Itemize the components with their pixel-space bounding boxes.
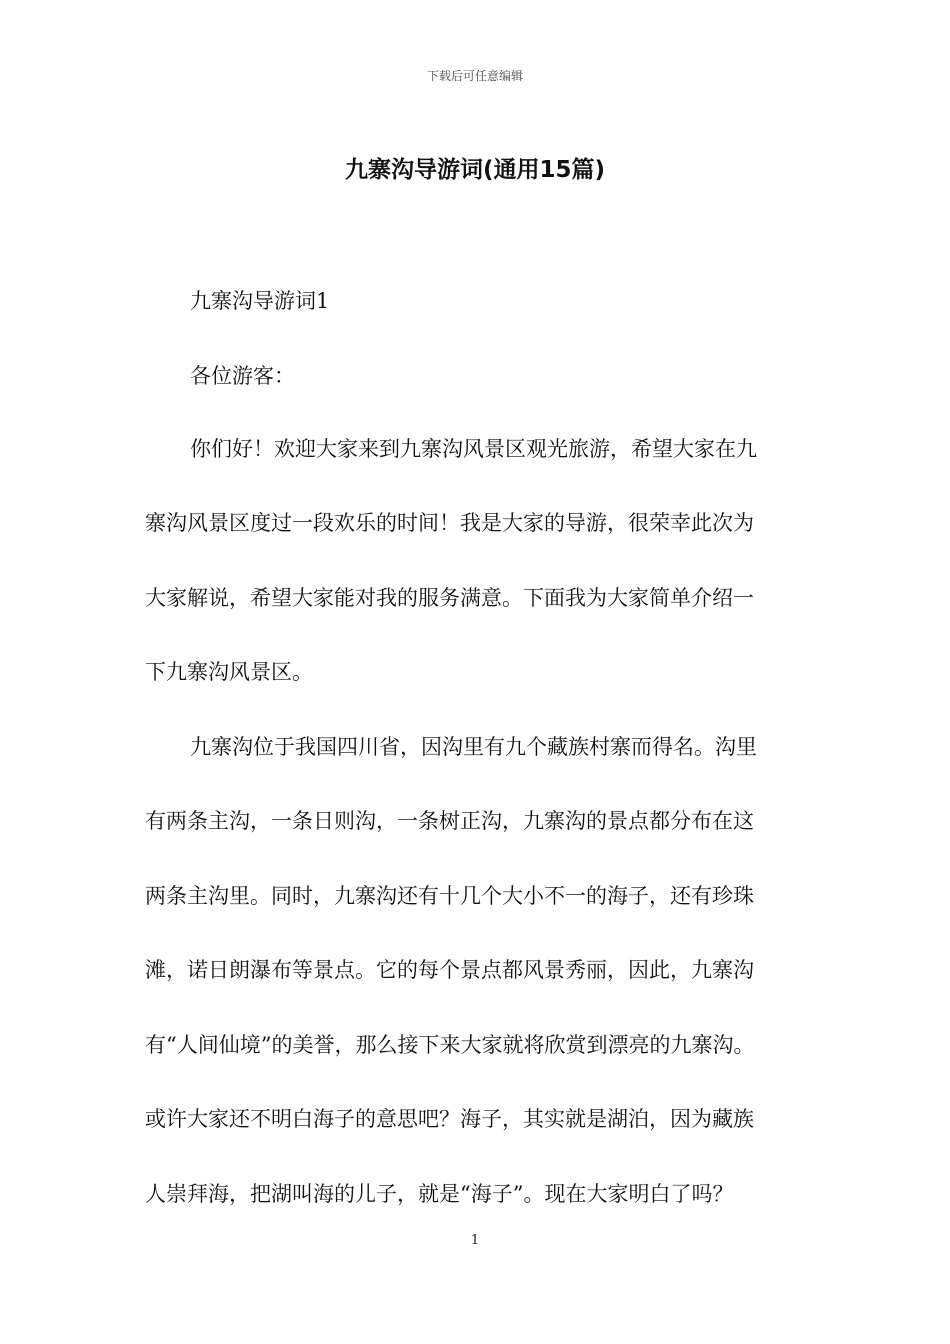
- paragraph-line: 人崇拜海，把湖叫海的儿子，就是“海子”。现在大家明白了吗？: [145, 1182, 734, 1206]
- paragraph-line: 九寨沟位于我国四川省，因沟里有九个藏族村寨而得名。沟里: [190, 735, 757, 759]
- paragraph-line: 大家解说，希望大家能对我的服务满意。下面我为大家简单介绍一: [145, 586, 754, 610]
- paragraph-line: 或许大家还不明白海子的意思吧？海子，其实就是湖泊，因为藏族: [145, 1107, 754, 1131]
- paragraph-line: 滩，诺日朗瀑布等景点。它的每个景点都风景秀丽，因此，九寨沟: [145, 958, 754, 982]
- paragraph-line: 寨沟风景区度过一段欢乐的时间！我是大家的导游，很荣幸此次为: [145, 511, 754, 535]
- paragraph-line: 你们好！欢迎大家来到九寨沟风景区观光旅游，希望大家在九: [190, 437, 757, 461]
- page-number: 1: [470, 1233, 480, 1248]
- paragraph-line: 两条主沟里。同时，九寨沟还有十几个大小不一的海子，还有珍珠: [145, 884, 754, 908]
- paragraph-line: 有“人间仙境”的美誉，那么接下来大家就将欣赏到漂亮的九寨沟。: [145, 1033, 755, 1057]
- paragraph-line: 有两条主沟，一条日则沟，一条树正沟，九寨沟的景点都分布在这: [145, 809, 754, 833]
- paragraph-line: 下九寨沟风景区。: [145, 660, 313, 684]
- header-note: 下载后可任意编辑: [426, 69, 523, 83]
- greeting: 各位游客：: [190, 364, 295, 388]
- section-heading: 九寨沟导游词1: [190, 289, 330, 313]
- document-title: 九寨沟导游词(通用15篇): [344, 157, 606, 183]
